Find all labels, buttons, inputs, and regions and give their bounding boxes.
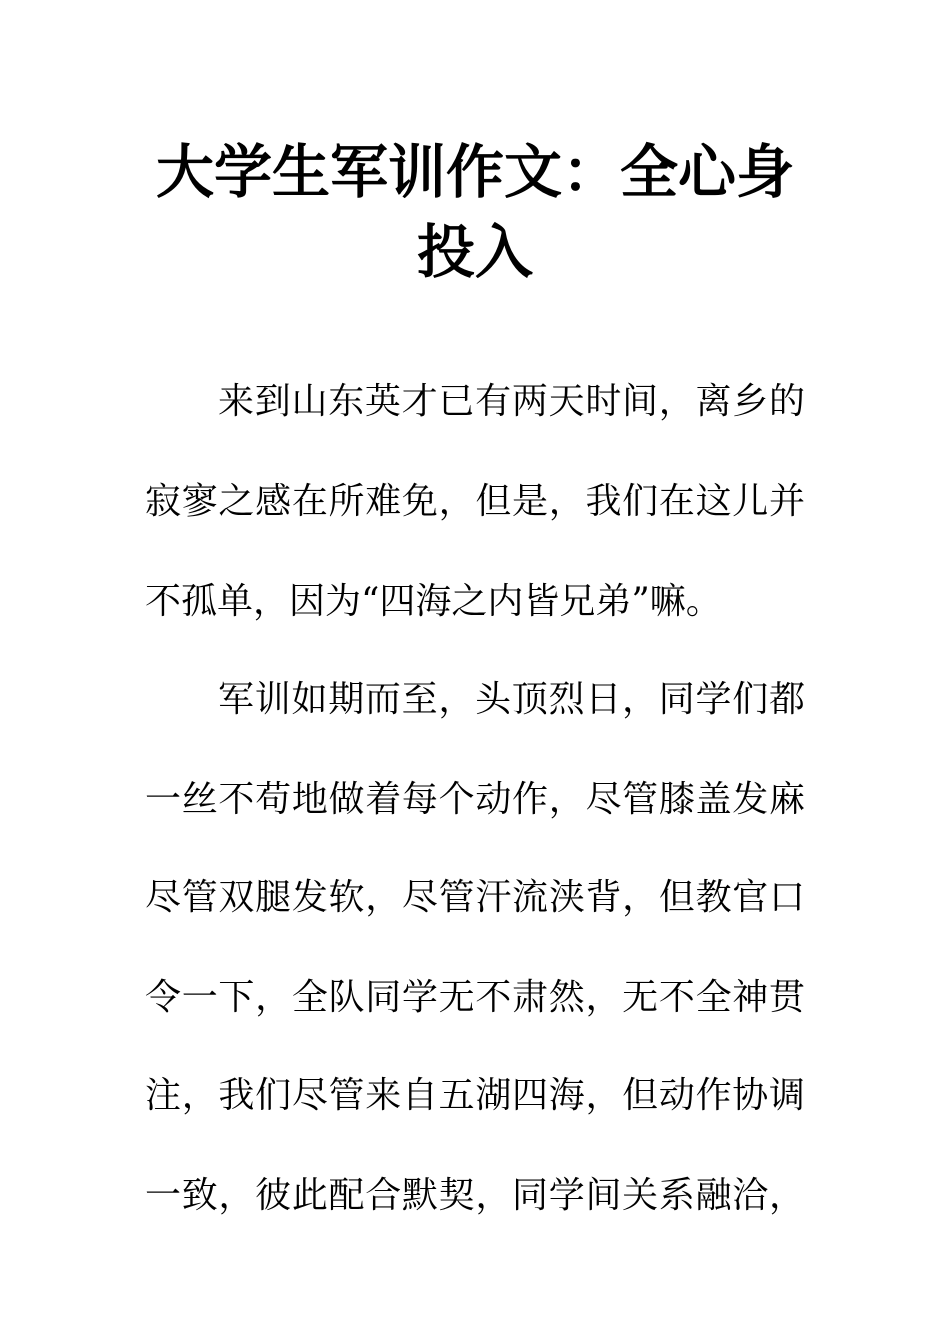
- paragraph-2-line-6: 一致，彼此配合默契，同学间关系融洽，: [145, 1175, 805, 1216]
- title-line-1: 大学生军训作文：全心身: [155, 138, 794, 206]
- paragraph-2-line-2: 一丝不苟地做着每个动作，尽管膝盖发麻: [145, 779, 805, 820]
- paragraph-2-line-3: 尽管双腿发软，尽管汗流浃背，但教官口: [145, 877, 805, 918]
- paragraph-2-line-4: 令一下，全队同学无不肃然，无不全神贯: [145, 977, 805, 1018]
- document-title: [140, 132, 810, 292]
- paragraph-1-line-1: 来到山东英才已有两天时间，离乡的: [218, 381, 805, 422]
- title-line-2: 投入: [416, 218, 533, 286]
- paragraph-1-line-3: 不孤单，因为“四海之内皆兄弟”嘛。: [145, 581, 722, 622]
- paragraph-1-line-2: 寂寥之感在所难免，但是，我们在这儿并: [145, 481, 805, 522]
- paragraph-2-line-1: 军训如期而至，头顶烈日，同学们都: [218, 679, 805, 720]
- paragraph-2-line-5: 注，我们尽管来自五湖四海，但动作协调: [145, 1075, 805, 1116]
